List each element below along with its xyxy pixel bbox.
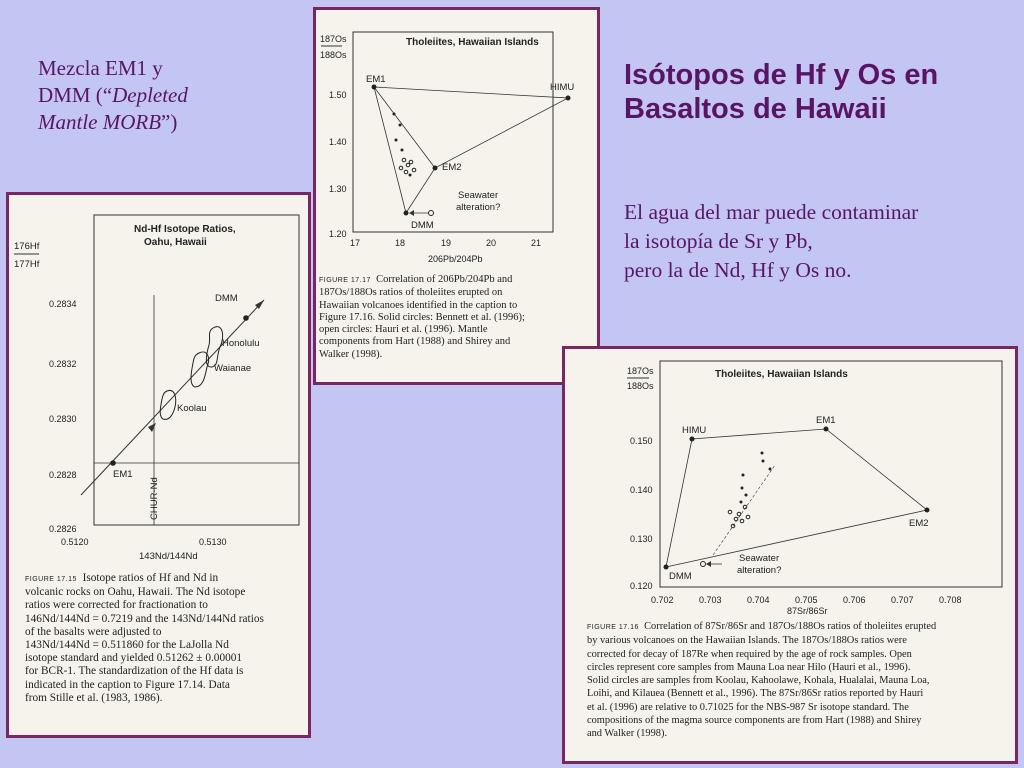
caption-line: indicated in the caption to Figure 17.14. Data: [25, 678, 230, 691]
x-tick-label: 19: [441, 238, 452, 248]
sample-point: [734, 517, 738, 521]
y-tick-label: 1.20: [329, 229, 347, 239]
caption-line: compositions of the magma source components are from Hart (1988) and Shirey: [587, 715, 922, 727]
sample-point: [741, 487, 744, 490]
sample-point: [746, 515, 750, 519]
seawater-point: [429, 211, 434, 216]
sample-point: [728, 510, 732, 514]
caption-line: from Stille et al. (1983, 1986).: [25, 691, 163, 704]
mixing-line-3-b: ”): [161, 110, 178, 134]
sample-points: [728, 452, 771, 528]
caption-line: Loihi, and Kilauea (Bennett et al., 1996). The 87Sr/86Sr ratios reported by Hauri: [587, 688, 924, 700]
sample-point: [769, 468, 772, 471]
figure-number: FIGURE 17.16: [587, 624, 639, 631]
koolau-label: Koolau: [177, 403, 207, 414]
sample-point: [761, 452, 764, 455]
diagram-header-1: Nd-Hf Isotope Ratios,: [134, 224, 236, 235]
caption-line: open circles: Hauri et al. (1996). Mantle: [319, 324, 488, 336]
x-axis-label: 206Pb/204Pb: [428, 254, 483, 264]
y-tick-label: 1.50: [329, 90, 347, 100]
x-tick-label: 0.708: [939, 595, 962, 605]
sample-point: [412, 168, 416, 172]
seawater-arrowhead: [409, 210, 414, 216]
x-axis-label: 87Sr/86Sr: [787, 606, 828, 616]
sample-point: [742, 474, 745, 477]
caption-line: FIGURE 17.15 Isotope ratios of Hf and Nd in: [25, 572, 219, 584]
y-tick-label: 0.120: [630, 581, 653, 591]
sample-point: [404, 170, 408, 174]
x-tick-label: 20: [486, 238, 497, 248]
mixing-line-3-a: Mantle MORB: [38, 110, 162, 134]
caption-line: by various volcanoes on the Hawaiian Islands. The 187Os/188Os ratios were: [587, 635, 907, 647]
seawater-line-2: la isotopía de Sr y Pb,: [624, 229, 813, 253]
sample-point: [399, 124, 402, 127]
y-axis-label-bottom: 188Os: [627, 381, 654, 391]
dmm-point: [664, 565, 669, 570]
dmm-label: DMM: [215, 293, 238, 304]
x-tick-label: 18: [395, 238, 406, 248]
x-tick-label: 0.5120: [61, 537, 89, 547]
dmm-label: DMM: [411, 220, 434, 231]
caption-line: Hawaiian volcanoes identified in the caption to: [319, 299, 518, 311]
figure-17-16-caption: [587, 620, 936, 741]
y-axis-label-bottom: 177Hf: [14, 259, 40, 270]
sample-point: [395, 139, 398, 142]
x-axis-ticks: [350, 238, 541, 248]
mixing-line-em1-em2: [374, 87, 435, 168]
plot-frame: [660, 361, 1002, 587]
seawater-point: [701, 562, 706, 567]
sample-points: [393, 113, 416, 177]
dmm-point: [404, 211, 409, 216]
x-axis-ticks: [61, 537, 227, 547]
y-tick-label: 1.30: [329, 184, 347, 194]
waianae-field: [191, 352, 209, 387]
sample-point: [406, 163, 410, 167]
x-tick-label: 17: [350, 238, 361, 248]
title-line-1: Isótopos de Hf y Os en: [624, 59, 939, 91]
himu-point: [690, 437, 695, 442]
caption-line: isotope standard and yielded 0.51262 ± 0.00001: [25, 652, 243, 665]
sample-point: [393, 113, 396, 116]
chur-nd-label: CHUR-Nd: [149, 477, 160, 520]
mixing-line: [81, 300, 264, 495]
caption-line: ratios were corrected for fractionation to: [25, 599, 208, 612]
figure-number: FIGURE 17.15: [25, 576, 77, 583]
x-axis-label: 143Nd/144Nd: [139, 551, 198, 562]
figure-17-17-caption: [319, 274, 525, 361]
caption-line: FIGURE 17.17 Correlation of 206Pb/204Pb and: [319, 274, 513, 285]
mixing-line-2-a: DMM (“: [38, 83, 113, 107]
diagram-header: Tholeiites, Hawaiian Islands: [406, 37, 539, 48]
figure-17-15-caption: [25, 572, 264, 705]
caption-line: Solid circles are samples from Koolau, Kahoolawe, Kohala, Hualalai, Mauna Loa,: [587, 675, 930, 687]
y-tick-label: 1.40: [329, 137, 347, 147]
seawater-label-2: alteration?: [737, 565, 782, 576]
mixing-line-1: Mezcla EM1 y: [38, 56, 163, 80]
caption-line: corrected for decay of 187Re when required by the age of rock samples. Open: [587, 648, 912, 660]
em2-label: EM2: [909, 518, 929, 529]
caption-line: FIGURE 17.16 Correlation of 87Sr/86Sr and 187Os/188Os ratios of tholeiites erupted: [587, 621, 937, 632]
mixing-arrowhead-mid: [148, 423, 156, 432]
x-tick-label: 0.705: [795, 595, 818, 605]
em2-point: [925, 508, 930, 513]
sample-point: [745, 494, 748, 497]
mixing-line-2: [38, 82, 268, 109]
y-tick-label: 0.140: [630, 485, 653, 495]
figure-17-15-panel: [6, 192, 311, 738]
x-tick-label: 0.702: [651, 595, 674, 605]
sample-point: [399, 166, 403, 170]
seawater-line-3: pero la de Nd, Hf y Os no.: [624, 258, 852, 282]
seawater-label-1: Seawater: [739, 553, 780, 564]
em1-label: EM1: [366, 74, 386, 85]
y-tick-label: 0.2828: [49, 470, 77, 480]
seawater-label-2: alteration?: [456, 202, 501, 213]
himu-label: HIMU: [682, 425, 707, 436]
x-tick-label: 0.706: [843, 595, 866, 605]
sample-point: [401, 149, 404, 152]
figure-17-17-panel: [313, 7, 600, 385]
seawater-label-1: Seawater: [458, 190, 499, 201]
caption-line: 187Os/188Os ratios of tholeiites erupted on: [319, 287, 503, 299]
mixing-note: [38, 55, 268, 136]
sample-point: [737, 512, 741, 516]
figure-number: FIGURE 17.17: [319, 277, 371, 284]
trend-line: [713, 465, 775, 555]
caption-line: circles represent core samples from Mauna Loa near Hilo (Hauri et al., 1996).: [587, 661, 911, 673]
dmm-label: DMM: [669, 571, 692, 582]
x-axis-ticks: [651, 595, 962, 605]
em1-point: [110, 460, 116, 466]
seawater-line-1: El agua del mar puede contaminar: [624, 200, 919, 224]
y-tick-label: 0.2826: [49, 524, 77, 534]
x-tick-label: 0.704: [747, 595, 770, 605]
em1-point: [372, 85, 377, 90]
x-tick-label: 21: [531, 238, 542, 248]
diagram-header: Tholeiites, Hawaiian Islands: [715, 369, 848, 380]
title-line-2: Basaltos de Hawaii: [624, 93, 887, 125]
plot-frame: [353, 32, 553, 232]
y-axis-ticks: [630, 436, 653, 591]
caption-line: 146Nd/144Nd = 0.7219 and the 143Nd/144Nd ratios: [25, 612, 264, 625]
y-tick-label: 0.2832: [49, 359, 77, 369]
caption-line: for BCR-1. The standardization of the Hf data is: [25, 665, 244, 678]
em1-point: [824, 427, 829, 432]
sample-point: [740, 519, 744, 523]
koolau-field: [160, 390, 176, 419]
sample-point: [762, 460, 765, 463]
y-axis-ticks: [49, 299, 77, 534]
sample-point: [409, 174, 412, 177]
em1-label: EM1: [816, 415, 836, 426]
em1-label: EM1: [113, 469, 133, 480]
mixing-line-2-b: Depleted: [112, 83, 188, 107]
x-tick-label: 0.707: [891, 595, 914, 605]
caption-line: Figure 17.16. Solid circles: Bennett et al. (1996);: [319, 311, 525, 323]
em2-label: EM2: [442, 162, 462, 173]
y-axis-label-top: 187Os: [627, 366, 654, 376]
y-tick-label: 0.2834: [49, 299, 77, 309]
y-axis-ticks: [329, 90, 347, 239]
y-tick-label: 0.150: [630, 436, 653, 446]
seawater-arrowhead: [706, 561, 711, 567]
figure-17-16-panel: [562, 346, 1018, 764]
x-tick-label: 0.703: [699, 595, 722, 605]
sample-point: [402, 158, 406, 162]
y-axis-label-bottom: 188Os: [320, 50, 347, 60]
em2-point: [433, 166, 438, 171]
y-axis-label-top: 187Os: [320, 34, 347, 44]
caption-line: components from Hart (1988) and Shirey and: [319, 336, 511, 348]
himu-label: HIMU: [550, 82, 575, 93]
caption-line: volcanic rocks on Oahu, Hawaii. The Nd isotope: [25, 586, 246, 599]
mixing-line-3: [38, 109, 268, 136]
y-tick-label: 0.2830: [49, 414, 77, 424]
mixing-lines: [666, 429, 927, 567]
caption-line: 143Nd/144Nd = 0.511860 for the LaJolla Nd: [25, 639, 229, 652]
y-tick-label: 0.130: [630, 534, 653, 544]
y-axis-label-top: 176Hf: [14, 241, 40, 252]
himu-point: [566, 96, 571, 101]
caption-line: et al. (1996) are relative to 0.71025 for the NBS-987 Sr isotope standard. The: [587, 701, 909, 713]
caption-line: of the basalts were adjusted to: [25, 625, 162, 638]
slide-title: [624, 58, 1014, 126]
caption-line: Walker (1998).: [319, 348, 383, 360]
dmm-point: [243, 315, 249, 321]
sample-point: [409, 160, 413, 164]
x-tick-label: 0.5130: [199, 537, 227, 547]
seawater-note: [624, 198, 1019, 285]
sample-point: [740, 501, 743, 504]
honolulu-label: Honolulu: [222, 338, 260, 349]
diagram-header-2: Oahu, Hawaii: [144, 237, 207, 248]
waianae-label: Waianae: [214, 363, 252, 374]
caption-line: and Walker (1998).: [587, 728, 668, 740]
